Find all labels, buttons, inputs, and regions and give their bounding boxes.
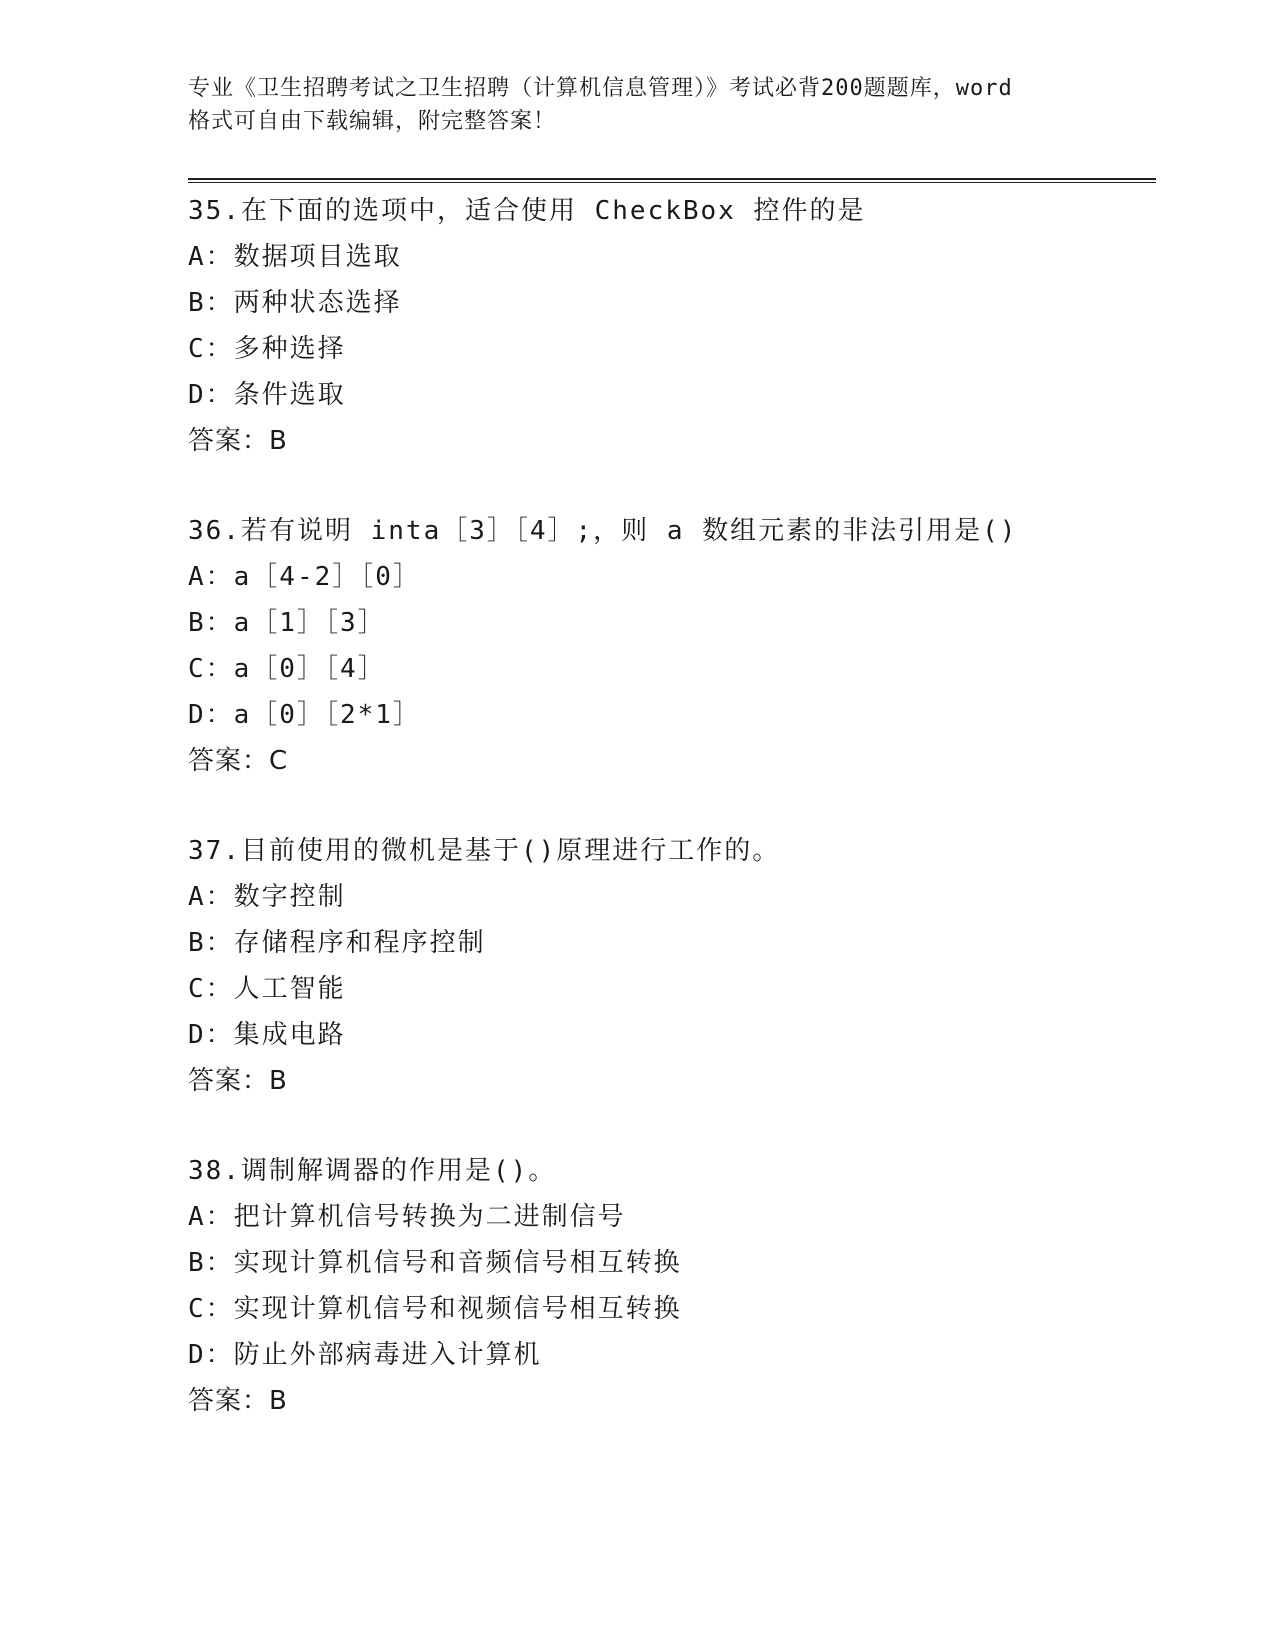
option-a: A：把计算机信号转换为二进制信号	[188, 1202, 626, 1232]
question-stem: 38.调制解调器的作用是()。	[188, 1156, 557, 1186]
question-38	[188, 1148, 1188, 1424]
question-list	[188, 188, 1188, 1468]
option-b: B：两种状态选择	[188, 288, 402, 318]
header-divider	[188, 178, 1156, 184]
option-c: C：人工智能	[188, 974, 346, 1004]
option-a: A：数据项目选取	[188, 242, 402, 272]
header-line-1: 专业《卫生招聘考试之卫生招聘（计算机信息管理）》考试必背200题题库，word	[188, 76, 1013, 101]
divider-line-thick	[188, 178, 1156, 180]
answer: 答案：B	[188, 1066, 288, 1096]
question-35	[188, 188, 1188, 464]
option-b: B：a［1］［3］	[188, 608, 386, 638]
option-c: C：实现计算机信号和视频信号相互转换	[188, 1294, 682, 1324]
option-a: A：a［4-2］［0］	[188, 562, 421, 592]
question-37	[188, 828, 1188, 1104]
answer: 答案：B	[188, 1386, 288, 1416]
option-c: C：a［0］［4］	[188, 654, 386, 684]
question-stem: 37.目前使用的微机是基于()原理进行工作的。	[188, 836, 781, 866]
answer: 答案：B	[188, 426, 288, 456]
document-header	[188, 72, 1088, 138]
option-d: D：条件选取	[188, 380, 346, 410]
option-d: D：防止外部病毒进入计算机	[188, 1340, 542, 1370]
question-36	[188, 508, 1188, 784]
question-stem: 35.在下面的选项中，适合使用 CheckBox 控件的是	[188, 196, 866, 226]
option-a: A：数字控制	[188, 882, 346, 912]
divider-line-thin	[188, 182, 1156, 183]
question-stem: 36.若有说明 inta［3］［4］;，则 a 数组元素的非法引用是()	[188, 516, 1018, 546]
option-d: D：集成电路	[188, 1020, 346, 1050]
option-d: D：a［0］［2*1］	[188, 700, 421, 730]
answer: 答案：C	[188, 746, 289, 776]
option-c: C：多种选择	[188, 334, 346, 364]
option-b: B：实现计算机信号和音频信号相互转换	[188, 1248, 682, 1278]
header-line-2: 格式可自由下载编辑，附完整答案！	[188, 109, 557, 134]
option-b: B：存储程序和程序控制	[188, 928, 486, 958]
